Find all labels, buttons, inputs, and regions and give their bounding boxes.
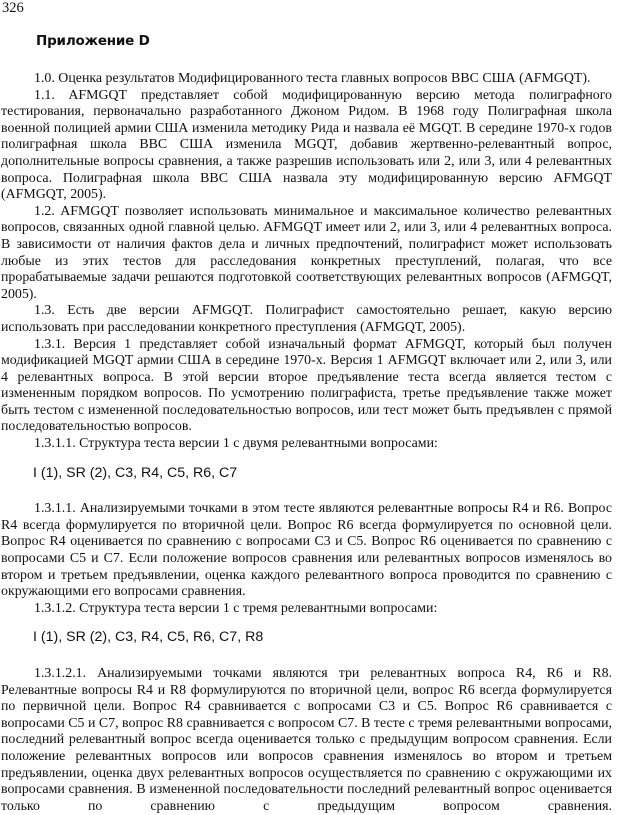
paragraph-1-3-1-2-intro: 1.3.1.2. Структура теста версии 1 с тремя релевантными вопросами: <box>34 600 438 616</box>
paragraph-1-2: 1.2. AFMGQT позволяет использовать минимальное и максимальное количество релевантных вопросов, связанных одной главной целью. AFMGQT имеет или 2, или 3, или 4 релевантных вопроса. В зависимости от наличия фактов дела и личных предпочтений, полиграфист может использовать любые из этих тестов для расследования конкретных преступлений, полагая, что все прорабатываемые задачи решаются подготовкой соответствующих релевантных вопросов (AFMGQT, 2005). <box>1 203 612 302</box>
test-structure-two-questions: I (1), SR (2), C3, R4, C5, R6, C7 <box>33 464 238 481</box>
paragraph-1-0: 1.0. Оценка результатов Модифицированного теста главных вопросов ВВС США (AFMGQT). <box>34 71 591 86</box>
paragraph-1-3-1-1-intro: 1.3.1.1. Структура теста версии 1 с двумя релевантными вопросами: <box>34 436 438 452</box>
appendix-heading: Приложение D <box>36 33 150 49</box>
test-structure-three-questions: I (1), SR (2), C3, R4, C5, R6, C7, R8 <box>33 629 264 646</box>
paragraph-1-3: 1.3. Есть две версии AFMGQT. Полиграфист самостоятельно решает, какую версию использовать при расследовании конкретного преступления (AFMGQT, 2005). <box>1 303 612 335</box>
paragraph-1-1: 1.1. AFMGQT представляет собой модифицированную версию метода полиграфного тестирования, первоначально разработанного Джоном Ридом. В 1968 году Полиграфная школа военной полицией армии США изменила методику Рида и назвала её MGQT. В середине 1970-х годов полиграфная школа ВВС США изменила MGQT, добавив жертвенно-релевантный вопрос, дополнительные вопросы сравнения, а также разрешив использовать или 2, или 3, или 4 релевантных вопроса. Полиграфная школа ВВС США назвала эту модифицированную версию AFMGQT (AFMGQT, 2005). <box>1 87 612 203</box>
paragraph-1-3-1-1: 1.3.1.1. Анализируемыми точками в этом тесте являются релевантные вопросы R4 и R6. Вопрос R4 всегда формулируется по вторичной цели. Вопрос R6 всегда формулируется по основной цели. Вопрос R4 оценивается по сравнению с вопросами C3 и C5. Вопрос R6 оценивается по сравнению с вопросами C5 и C7. Если положение вопросов сравнения или релевантных вопросов изменялось во втором и третьем предъявлении, оценка каждого релевантного вопроса проводится по сравнению с окружающими его вопросами сравнения. <box>1 501 612 600</box>
page-number: 326 <box>2 0 24 16</box>
paragraph-1-3-1: 1.3.1. Версия 1 представляет собой изначальный формат AFMGQT, который был получен модификацией MGQT армии США в середине 1970-х. Версия 1 AFMGQT включает или 2, или 3, или 4 релевантных вопроса. В этой версии второе предъявление теста всегда является тестом с измененным порядком вопросов. По усмотрению полиграфиста, третье предъявление также может быть тестом с измененной последовательностью вопросов, или тест может быть предъявлен с прямой последовательностью вопросов. <box>1 336 612 435</box>
document-body <box>1 71 612 815</box>
paragraph-1-3-1-2-1: 1.3.1.2.1. Анализируемыми точками являются три релевантных вопроса R4, R6 и R8. Релевантные вопросы R4 и R8 формулируются по вторичной цели, вопрос R6 всегда формулируется по первичной цели. Вопрос R4 сравнивается с вопросами C3 и C5. Вопрос R6 сравнивается с вопросами C5 и C7, вопрос R8 сравнивается с вопросом C7. В тесте с тремя релевантными вопросами, последний релевантный вопрос всегда оценивается только с предыдущим вопросом сравнения. Если положение релевантных вопросов или вопросов сравнения изменялось во втором и третьем предъявлении, оценка двух релевантных вопросов осуществляется по сравнению с окружающими их вопросами сравнения. В измененной последовательности последний релевантный вопрос оценивается только по сравнению с предыдущим вопросом сравнения. <box>1 666 612 814</box>
